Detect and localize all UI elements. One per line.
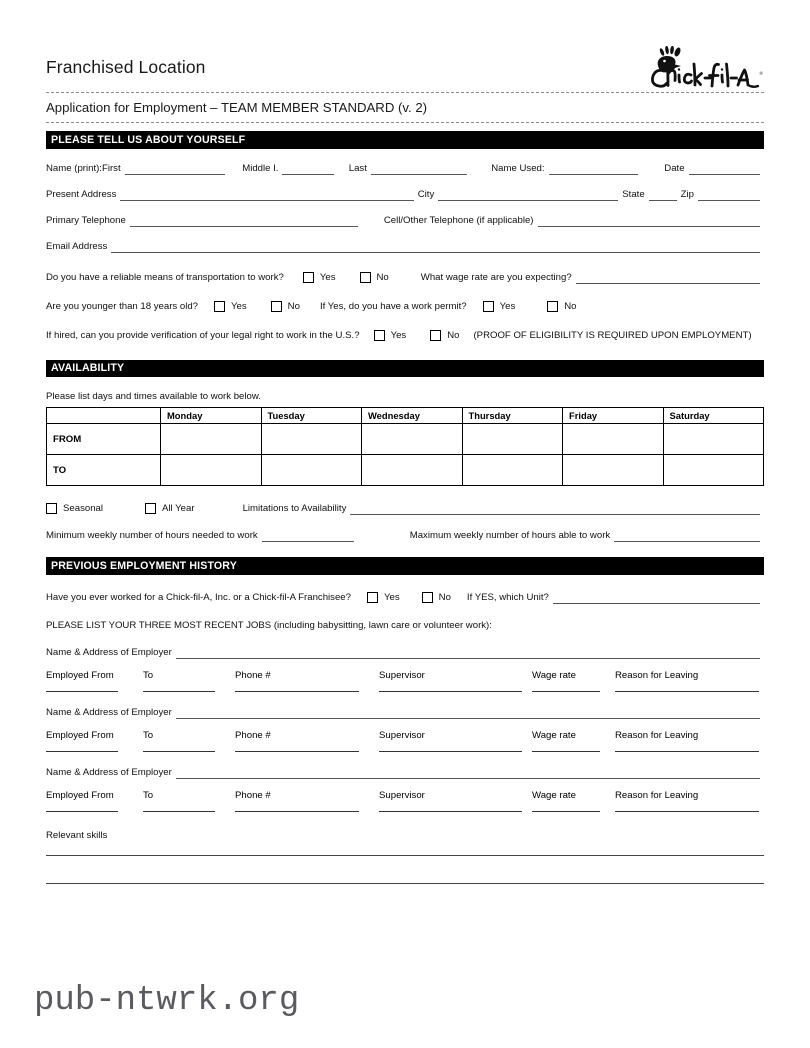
label-employer-1: Name & Address of Employer <box>46 646 172 658</box>
label-seasonal: Seasonal <box>63 503 104 514</box>
label-transportation-no: No <box>376 271 389 283</box>
input-zip[interactable] <box>698 189 760 201</box>
job-field-labels-2 <box>46 730 764 741</box>
label-supervisor-2: Supervisor <box>379 729 425 741</box>
note-proof-of-eligibility: (PROOF OF ELIGIBILITY IS REQUIRED UPON EMPLOYMENT) <box>473 329 752 341</box>
checkbox-under18-yes[interactable] <box>214 301 225 312</box>
label-supervisor-1: Supervisor <box>379 669 425 681</box>
input-present-address[interactable] <box>120 189 413 201</box>
table-row <box>47 455 764 486</box>
label-min-hours: Minimum weekly number of hours needed to work <box>46 530 258 541</box>
label-employer-3: Name & Address of Employer <box>46 766 172 778</box>
input-employer-2[interactable] <box>176 707 760 719</box>
availability-cell-to-monday[interactable] <box>161 455 262 486</box>
label-wage-rate-3: Wage rate <box>532 789 576 801</box>
input-middle-initial[interactable] <box>282 163 333 175</box>
label-email-address: Email Address <box>46 240 108 252</box>
input-min-hours[interactable] <box>262 530 354 542</box>
label-legal-right-question: If hired, can you provide verification of your legal right to work in the U.S.? <box>46 329 360 341</box>
label-wage-rate-1: Wage rate <box>532 669 576 681</box>
availability-cell-to-saturday[interactable] <box>663 455 764 486</box>
worked-before-question-row <box>46 592 764 604</box>
table-row <box>47 424 764 455</box>
input-last-name[interactable] <box>371 163 467 175</box>
label-under18-question: Are you younger than 18 years old? <box>46 300 199 312</box>
address-row <box>46 189 764 201</box>
availability-col-tuesday: Tuesday <box>261 408 362 424</box>
input-reason-leaving-3[interactable] <box>615 811 759 812</box>
label-worked-before-yes: Yes <box>383 591 400 603</box>
checkbox-worked-before-no[interactable] <box>422 592 433 603</box>
label-wage-rate-2: Wage rate <box>532 729 576 741</box>
availability-cell-to-friday[interactable] <box>563 455 664 486</box>
label-wage-expectation: What wage rate are you expecting? <box>420 271 572 283</box>
label-list-jobs-instruction: PLEASE LIST YOUR THREE MOST RECENT JOBS (including babysitting, lawn care or volunteer work): <box>46 619 492 631</box>
input-cell-other-telephone[interactable] <box>538 215 760 227</box>
input-phone-3[interactable] <box>235 811 359 812</box>
divider-dashed-bottom <box>46 122 764 123</box>
label-work-permit-question: If Yes, do you have a work permit? <box>319 300 467 312</box>
label-phone-3: Phone # <box>235 789 271 801</box>
input-wage-rate-1[interactable] <box>532 691 600 692</box>
document-subtitle: Application for Employment – TEAM MEMBER STANDARD (v. 2) <box>46 100 428 115</box>
label-to-3: To <box>143 789 154 801</box>
checkbox-under18-no[interactable] <box>271 301 282 312</box>
availability-row-from-label: FROM <box>47 424 161 455</box>
label-transportation-question: Do you have a reliable means of transportation to work? <box>46 271 284 283</box>
weekly-hours-row <box>46 530 764 542</box>
checkbox-all-year[interactable] <box>145 503 156 514</box>
input-employer-3[interactable] <box>176 767 760 779</box>
label-relevant-skills: Relevant skills <box>46 829 108 841</box>
checkbox-work-permit-yes[interactable] <box>483 301 494 312</box>
availability-cell-from-friday[interactable] <box>563 424 664 455</box>
label-cell-other-telephone: Cell/Other Telephone (if applicable) <box>383 214 534 226</box>
availability-col-blank <box>47 408 161 424</box>
email-row <box>46 241 764 253</box>
name-row <box>46 163 764 175</box>
availability-cell-to-tuesday[interactable] <box>261 455 362 486</box>
input-to-1[interactable] <box>143 691 215 692</box>
availability-col-monday: Monday <box>161 408 262 424</box>
transportation-question-row <box>46 272 764 284</box>
label-which-unit: If YES, which Unit? <box>466 591 549 603</box>
label-reason-leaving-3: Reason for Leaving <box>615 789 699 801</box>
input-employed-from-2[interactable] <box>46 751 118 752</box>
label-supervisor-3: Supervisor <box>379 789 425 801</box>
form-content <box>46 52 764 884</box>
input-name-used[interactable] <box>549 163 639 175</box>
input-phone-2[interactable] <box>235 751 359 752</box>
label-max-hours: Maximum weekly number of hours able to work <box>409 530 611 541</box>
telephone-row <box>46 215 764 227</box>
label-transportation-yes: Yes <box>319 271 336 283</box>
label-date: Date <box>664 162 685 174</box>
employer-row-2 <box>46 707 764 719</box>
label-employed-from-2: Employed From <box>46 729 114 741</box>
list-jobs-instruction <box>46 620 764 632</box>
label-to-1: To <box>143 669 154 681</box>
input-city[interactable] <box>438 189 618 201</box>
label-present-address: Present Address <box>46 188 117 200</box>
input-which-unit[interactable] <box>553 592 760 604</box>
label-availability-instruction: Please list days and times available to work below. <box>46 391 261 402</box>
legal-right-question-row <box>46 330 764 342</box>
label-phone-1: Phone # <box>235 669 271 681</box>
input-relevant-skills-line-1[interactable] <box>46 855 764 856</box>
label-phone-2: Phone # <box>235 729 271 741</box>
label-employed-from-1: Employed From <box>46 669 114 681</box>
label-reason-leaving-2: Reason for Leaving <box>615 729 699 741</box>
input-phone-1[interactable] <box>235 691 359 692</box>
chick-fil-a-logo <box>636 46 766 90</box>
checkbox-work-permit-no[interactable] <box>547 301 558 312</box>
label-name-used: Name Used: <box>491 162 545 174</box>
input-to-2[interactable] <box>143 751 215 752</box>
checkbox-transportation-yes[interactable] <box>303 272 314 283</box>
under18-question-row <box>46 301 764 313</box>
input-wage-rate-3[interactable] <box>532 811 600 812</box>
document-header <box>46 52 764 92</box>
availability-table <box>46 407 764 486</box>
label-under18-no: No <box>287 300 300 312</box>
input-to-3[interactable] <box>143 811 215 812</box>
job-field-lines-3 <box>46 811 764 812</box>
availability-cell-to-thursday[interactable] <box>462 455 563 486</box>
checkbox-seasonal[interactable] <box>46 503 57 514</box>
section-header-about: PLEASE TELL US ABOUT YOURSELF <box>46 131 764 149</box>
input-reason-leaving-1[interactable] <box>615 691 759 692</box>
availability-cell-from-thursday[interactable] <box>462 424 563 455</box>
availability-cell-from-tuesday[interactable] <box>261 424 362 455</box>
input-employer-1[interactable] <box>176 647 760 659</box>
job-field-lines-2 <box>46 751 764 752</box>
job-field-labels-3 <box>46 790 764 801</box>
input-state[interactable] <box>649 189 677 201</box>
section-header-employment: PREVIOUS EMPLOYMENT HISTORY <box>46 557 764 575</box>
input-employed-from-1[interactable] <box>46 691 118 692</box>
svg-text:®: ® <box>759 71 763 76</box>
job-field-lines-1 <box>46 691 764 692</box>
employer-row-1 <box>46 647 764 659</box>
label-primary-telephone: Primary Telephone <box>46 214 126 226</box>
watermark: pub-ntwrk.org <box>34 982 300 1020</box>
input-primary-telephone[interactable] <box>130 215 358 227</box>
availability-instruction <box>46 391 764 403</box>
input-max-hours[interactable] <box>614 530 760 542</box>
checkbox-worked-before-yes[interactable] <box>367 592 378 603</box>
label-last-name: Last <box>348 162 367 174</box>
input-wage-rate-2[interactable] <box>532 751 600 752</box>
label-worked-before-question: Have you ever worked for a Chick-fil-A, Inc. or a Chick-fil-A Franchisee? <box>46 591 351 603</box>
input-limitations[interactable] <box>350 503 760 515</box>
input-wage-expectation[interactable] <box>576 272 760 284</box>
page-title: Franchised Location <box>46 57 206 77</box>
input-relevant-skills-line-2[interactable] <box>46 883 764 884</box>
label-all-year: All Year <box>162 503 195 514</box>
checkbox-legal-right-no[interactable] <box>430 330 441 341</box>
input-supervisor-1[interactable] <box>379 691 522 692</box>
input-supervisor-2[interactable] <box>379 751 522 752</box>
label-reason-leaving-1: Reason for Leaving <box>615 669 699 681</box>
availability-col-friday: Friday <box>563 408 664 424</box>
checkbox-transportation-no[interactable] <box>360 272 371 283</box>
input-reason-leaving-2[interactable] <box>615 751 759 752</box>
label-name-first: Name (print):First <box>46 162 121 174</box>
input-email-address[interactable] <box>111 241 760 253</box>
availability-cell-from-wednesday[interactable] <box>362 424 463 455</box>
label-legal-right-yes: Yes <box>390 329 407 341</box>
input-supervisor-3[interactable] <box>379 811 522 812</box>
availability-col-saturday: Saturday <box>663 408 764 424</box>
availability-cell-to-wednesday[interactable] <box>362 455 463 486</box>
seasonal-row <box>46 503 764 515</box>
input-date[interactable] <box>689 163 760 175</box>
availability-cell-from-saturday[interactable] <box>663 424 764 455</box>
label-employed-from-3: Employed From <box>46 789 114 801</box>
label-city: City <box>417 188 435 200</box>
label-zip: Zip <box>680 188 694 200</box>
label-work-permit-yes: Yes <box>499 300 516 312</box>
availability-row-to-label: TO <box>47 455 161 486</box>
employer-row-3 <box>46 767 764 779</box>
relevant-skills-label-row <box>46 830 764 842</box>
label-state: State <box>622 188 645 200</box>
label-under18-yes: Yes <box>231 300 247 312</box>
label-work-permit-no: No <box>564 300 577 312</box>
availability-table-header-row <box>47 408 764 424</box>
label-limitations: Limitations to Availability <box>242 503 347 514</box>
job-field-labels-1 <box>46 670 764 681</box>
section-header-availability: AVAILABILITY <box>46 360 764 378</box>
availability-col-thursday: Thursday <box>462 408 563 424</box>
label-to-2: To <box>143 729 154 741</box>
checkbox-legal-right-yes[interactable] <box>374 330 385 341</box>
availability-cell-from-monday[interactable] <box>161 424 262 455</box>
label-employer-2: Name & Address of Employer <box>46 706 172 718</box>
label-middle-initial: Middle I. <box>242 162 279 174</box>
input-employed-from-3[interactable] <box>46 811 118 812</box>
label-legal-right-no: No <box>447 329 460 341</box>
input-first-name[interactable] <box>125 163 226 175</box>
availability-col-wednesday: Wednesday <box>362 408 463 424</box>
label-worked-before-no: No <box>438 591 451 603</box>
